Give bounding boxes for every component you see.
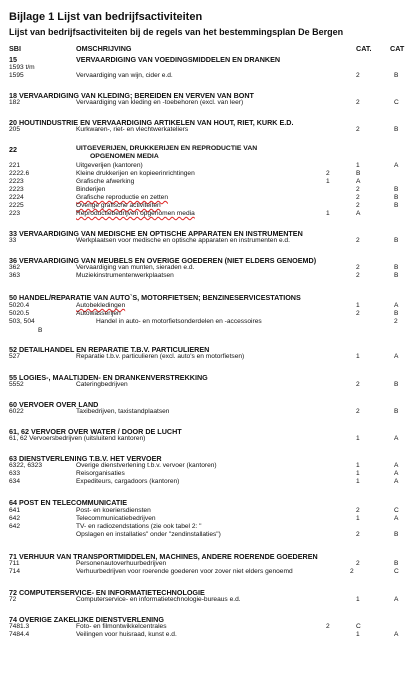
section-code: 22: [9, 145, 17, 154]
row-cat-2: A: [356, 210, 361, 217]
row-desc: Binderijen: [76, 186, 106, 193]
row-cat-2: B: [394, 531, 399, 538]
section-title: 33 VERVAARDIGING VAN MEDISCHE EN OPTISCHE APPARATEN EN INSTRUMENTEN: [9, 229, 303, 238]
row-cat-2: C: [394, 99, 399, 106]
row-desc: Autowasserijen: [76, 310, 121, 317]
page-title: Bijlage 1 Lijst van bedrijfsactiviteiten: [9, 11, 203, 23]
section-title: 55 LOGIES-, MAALTIJDEN- EN DRANKENVERSTREKKING: [9, 373, 208, 382]
row-desc: Kurkwaren-, riet- en vlechtwerkateliers: [76, 126, 189, 133]
row-sbi: 5020.4: [9, 302, 30, 309]
row-desc: Personenautoverhuurbedrijven: [76, 560, 167, 567]
header-cat-2: CAT: [390, 44, 405, 53]
header-cat-1: CAT.: [356, 44, 372, 53]
row-cat-1: 2: [356, 408, 360, 415]
section-title: 63 DIENSTVERLENING T.B.V. HET VERVOER: [9, 454, 162, 463]
row-cat-2: A: [394, 596, 399, 603]
row-sbi: 72: [9, 596, 17, 603]
row-cat-1: 1: [356, 302, 360, 309]
row-cat-2: B: [394, 310, 399, 317]
row-sbi: 2224: [9, 194, 24, 201]
row-desc: Opslagen en installaties" onder "zendinstallaties"): [76, 531, 221, 538]
section-title: 61, 62 VERVOER OVER WATER / DOOR DE LUCHT: [9, 427, 182, 436]
row-sbi: 221: [9, 162, 21, 169]
row-cat-2: C: [394, 568, 399, 575]
row-desc: Vervaardiging van kleding en -toebehoren (excl. van leer): [76, 99, 244, 106]
row-sbi: 33: [9, 237, 17, 244]
row-cat-2: B: [394, 186, 399, 193]
row-desc: Reparatie t.b.v. particulieren (excl. auto's en motorfietsen): [76, 353, 245, 360]
section-title: 52 DETAILHANDEL EN REPARATIE T.B.V. PARTICULIEREN: [9, 345, 210, 354]
row-cat-1: 1: [356, 596, 360, 603]
row-desc: Reisorganisaties: [76, 470, 125, 477]
row-sbi: 6022: [9, 408, 24, 415]
section-code: 15: [9, 55, 17, 64]
row-cat-2: B: [394, 126, 399, 133]
row-desc: Vervaardiging van wijn, cider e.d.: [76, 72, 173, 79]
row-cat-1: 2: [356, 310, 360, 317]
row-cat-1: 1: [356, 470, 360, 477]
row-desc: Reproductiebedrijven opgenomen media: [76, 210, 195, 217]
row-cat-2: A: [394, 353, 399, 360]
row-cat-1: 2: [356, 560, 360, 567]
row-cat-2: A: [394, 302, 399, 309]
row-cat-1: 1: [356, 162, 360, 169]
row-cat-2: A: [394, 478, 399, 485]
row-sbi: 5552: [9, 381, 24, 388]
section-title: 18 VERVAARDIGING VAN KLEDING; BEREIDEN EN VERVEN VAN BONT: [9, 91, 254, 100]
row-sbi: 5020.5: [9, 310, 30, 317]
row-cat-2: B: [394, 272, 399, 279]
row-sbi: 61, 62 Vervoersbedrijven (uitsluitend kantoren): [9, 435, 146, 442]
row-cat-1: 2: [356, 202, 360, 209]
row-sbi: 205: [9, 126, 21, 133]
row-desc: Post- en koeriersdiensten: [76, 507, 151, 514]
header-sbi: SBI: [9, 44, 21, 53]
row-desc: Veilingen voor huisraad, kunst e.d.: [76, 631, 177, 638]
row-desc: Overige dienstverlening t.b.v. vervoer (kantoren): [76, 462, 217, 469]
row-desc: Expediteurs, cargadoors (kantoren): [76, 478, 180, 485]
row-sbi: 642: [9, 523, 21, 530]
row-sbi: 2222.6: [9, 170, 30, 177]
row-sbi: 633: [9, 470, 21, 477]
row-cat-1: 2: [356, 99, 360, 106]
section-title-continued: OPGENOMEN MEDIA: [90, 153, 159, 160]
row-cat-1: 2: [350, 568, 354, 575]
row-cat-1: 1: [356, 435, 360, 442]
row-desc: Cateringbedrijven: [76, 381, 128, 388]
row-sbi: 7481.3: [9, 623, 30, 630]
row-desc: Muziekinstrumentenwerkplaatsen: [76, 272, 174, 279]
section-title: UITGEVERIJEN, DRUKKERIJEN EN REPRODUCTIE VAN: [76, 145, 258, 152]
row-cat-2: A: [394, 470, 399, 477]
row-cat-2: A: [394, 515, 399, 522]
section-title: 20 HOUTINDUSTRIE EN VERVAARDIGING ARTIKELEN VAN HOUT, RIET, KURK E.D.: [9, 118, 294, 127]
row-sbi: 1595: [9, 72, 24, 79]
row-cat-1: 2: [356, 381, 360, 388]
row-desc: Verhuurbedrijven voor roerende goederen voor zover niet elders genoemd: [76, 568, 293, 575]
section-title: 71 VERHUUR VAN TRANSPORTMIDDELEN, MACHINES, ANDERE ROERENDE GOEDEREN: [9, 552, 318, 561]
row-desc: Kleine drukkerijen en kopieerinrichtingen: [76, 170, 195, 177]
row-sbi: 223: [9, 210, 21, 217]
row-cat-1: 2: [356, 507, 360, 514]
row-desc: Telecommunicatiebedrijven: [76, 515, 156, 522]
row-cat-1: 2: [326, 623, 330, 630]
row-desc: Foto- en filmontwikkelcentrales: [76, 623, 167, 630]
row-sbi: 634: [9, 478, 21, 485]
row-sbi: 2225: [9, 202, 24, 209]
row-cat-2: B: [394, 72, 399, 79]
section-title: VERVAARDIGING VAN VOEDINGSMIDDELEN EN DRANKEN: [76, 55, 281, 64]
row-sbi: 182: [9, 99, 21, 106]
row-cat-2: B: [394, 194, 399, 201]
row-desc: Overige grafische activiteiten: [76, 202, 161, 209]
row-cat-2: A: [394, 162, 399, 169]
row-cat-2: A: [356, 178, 361, 185]
row-cat-1: 2: [356, 264, 360, 271]
row-cat-2: C: [394, 507, 399, 514]
row-desc: Werkplaatsen voor medische en optische apparaten en instrumenten e.d.: [76, 237, 290, 244]
row-sbi: 363: [9, 272, 21, 279]
row-sbi: 527: [9, 353, 21, 360]
row-desc: Uitgeverijen (kantoren): [76, 162, 143, 169]
row-sbi: 642: [9, 515, 21, 522]
row-sbi: 6322, 6323: [9, 462, 43, 469]
row-desc: B: [38, 327, 43, 334]
row-desc: TV- en radiozendstations (zie ook tabel 2: ": [76, 523, 202, 530]
section-title: 50 HANDEL/REPARATIE VAN AUTO`S, MOTORFIETSEN; BENZINESERVICESTATIONS: [9, 293, 301, 302]
row-sbi: 1593 t/m: [9, 64, 35, 71]
row-cat-1: 1: [326, 210, 330, 217]
header-omschrijving: OMSCHRIJVING: [76, 44, 132, 53]
row-cat-2: B: [394, 202, 399, 209]
row-cat-1: 2: [356, 272, 360, 279]
row-cat-1: 2: [356, 72, 360, 79]
row-cat-2: B: [394, 264, 399, 271]
row-cat-1: 2: [356, 194, 360, 201]
row-desc: Computerservice- en informatietechnologie-bureaus e.d.: [76, 596, 241, 603]
row-sbi: 2223: [9, 178, 24, 185]
row-cat-1: 1: [356, 631, 360, 638]
row-cat-2: B: [394, 408, 399, 415]
row-cat-1: 2: [356, 237, 360, 244]
row-cat-2: A: [394, 435, 399, 442]
row-cat-1: 2: [356, 531, 360, 538]
row-cat-2: B: [394, 237, 399, 244]
row-desc: Grafische reproductie en zetten: [76, 194, 168, 201]
row-sbi: 711: [9, 560, 20, 567]
row-desc: Taxibedrijven, taxistandplaatsen: [76, 408, 170, 415]
row-sbi: 7484.4: [9, 631, 30, 638]
row-cat-1: 1: [326, 178, 330, 185]
row-cat-1: 2: [326, 170, 330, 177]
row-cat-2: B: [394, 381, 399, 388]
row-sbi: 641: [9, 507, 21, 514]
row-cat-1: 2: [356, 186, 360, 193]
row-desc: Vervaardiging van munten, sieraden e.d.: [76, 264, 195, 271]
row-cat-1: 1: [356, 478, 360, 485]
row-desc: Autobekledingen: [76, 302, 126, 309]
row-cat-2: C: [356, 623, 361, 630]
row-cat-1: 1: [356, 515, 360, 522]
row-sbi: 714: [9, 568, 21, 575]
row-sbi: 2223: [9, 186, 24, 193]
row-desc: Handel in auto- en motorfietsonderdelen en -accessoires: [96, 318, 262, 325]
row-sbi: 503, 504: [9, 318, 35, 325]
row-desc: Grafische afwerking: [76, 178, 135, 185]
row-cat-1: 1: [356, 353, 360, 360]
section-title: 72 COMPUTERSERVICE- EN INFORMATIETECHNOLOGIE: [9, 588, 205, 597]
row-cat-2: B: [356, 170, 361, 177]
row-cat-2: A: [394, 462, 399, 469]
row-sbi: 362: [9, 264, 21, 271]
row-cat-2: A: [394, 631, 399, 638]
row-cat-1: 1: [356, 462, 360, 469]
section-title: 60 VERVOER OVER LAND: [9, 400, 99, 409]
page-subtitle: Lijst van bedrijfsactiviteiten bij de regels van het bestemmingsplan De Bergen: [9, 27, 344, 37]
section-title: 74 OVERIGE ZAKELIJKE DIENSTVERLENING: [9, 615, 164, 624]
row-cat-2: B: [394, 560, 399, 567]
section-title: 64 POST EN TELECOMMUNICATIE: [9, 498, 128, 507]
section-title: 36 VERVAARDIGING VAN MEUBELS EN OVERIGE GOEDEREN (NIET ELDERS GENOEMD): [9, 256, 317, 265]
row-cat-2: 2: [394, 318, 398, 325]
row-cat-1: 2: [356, 126, 360, 133]
